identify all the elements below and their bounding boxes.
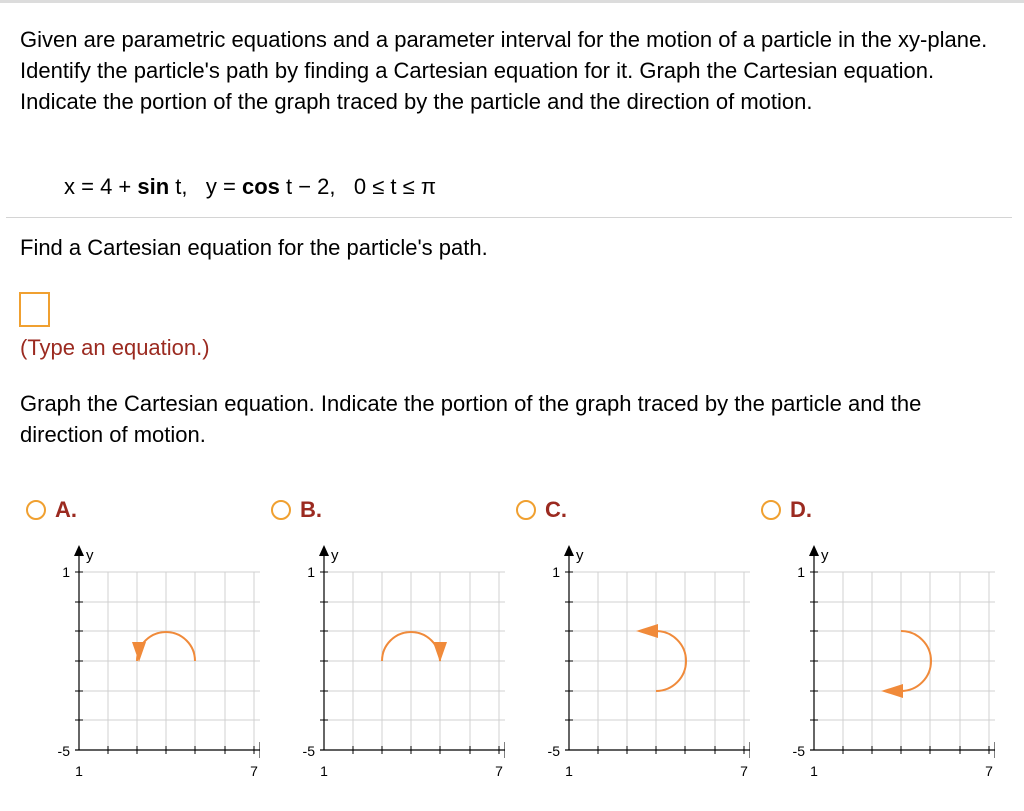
- choice-b-radio[interactable]: [271, 500, 291, 520]
- graph-b-ticks: [320, 572, 505, 758]
- part1-prompt: Find a Cartesian equation for the particle's path.: [20, 235, 488, 260]
- choice-c-radio[interactable]: [516, 500, 536, 520]
- graph-b-ytick-bottom: -5: [302, 743, 315, 759]
- graph-d-direction-arrow: [881, 684, 903, 698]
- graph-b: [295, 538, 505, 788]
- choice-d-label: D.: [790, 497, 812, 522]
- graph-b-xtick-left: 1: [320, 763, 328, 779]
- graph-d-xtick-right: 7: [985, 763, 993, 779]
- graph-a-direction-arrow: [132, 642, 146, 662]
- problem-statement: Given are parametric equations and a parameter interval for the motion of a particle in the xy-plane. Identify the particle's path by finding a Cartesian equation for it. Graph the Cartesian equation. Indicate the portion of the graph traced by the particle and the direction of motion.: [20, 27, 988, 114]
- choice-c-label: C.: [545, 497, 567, 522]
- graph-c-grid: [569, 572, 750, 750]
- x-equation-func: sin: [137, 174, 170, 199]
- choice-a-radio[interactable]: [26, 500, 46, 520]
- graph-d-y-axis-arrow: [809, 545, 819, 556]
- y-equation-rest: t − 2,: [279, 174, 336, 199]
- graph-d-ytick-bottom: -5: [792, 743, 805, 759]
- part2-prompt: Graph the Cartesian equation. Indicate the portion of the graph traced by the particle and the direction of motion.: [20, 391, 922, 447]
- x-equation-lhs: x = 4 +: [64, 174, 138, 199]
- graph-a-xtick-right: 7: [250, 763, 258, 779]
- parametric-equations: [64, 171, 436, 202]
- graph-a-ytick-top: 1: [62, 564, 70, 580]
- graph-a-ytick-bottom: -5: [57, 743, 70, 759]
- graph-c-y-label: y: [576, 547, 584, 564]
- graph-b-ytick-top: 1: [307, 564, 315, 580]
- graph-a-y-axis-arrow: [74, 545, 84, 556]
- graph-b-grid: [324, 572, 505, 750]
- graph-c: [540, 538, 750, 788]
- choice-a[interactable]: [26, 497, 77, 523]
- graph-a-y-label: y: [86, 547, 94, 564]
- graph-c-ytick-top: 1: [552, 564, 560, 580]
- equation-answer-input[interactable]: [19, 292, 50, 327]
- graph-a: [50, 538, 260, 788]
- y-equation-lhs: y =: [205, 174, 242, 199]
- choice-d[interactable]: [761, 497, 812, 523]
- graph-b-xtick-right: 7: [495, 763, 503, 779]
- choice-b[interactable]: [271, 497, 322, 523]
- graph-c-ytick-bottom: -5: [547, 743, 560, 759]
- graph-c-xtick-right: 7: [740, 763, 748, 779]
- graph-a-xtick-left: 1: [75, 763, 83, 779]
- graph-d-ytick-top: 1: [797, 564, 805, 580]
- graph-c-xtick-left: 1: [565, 763, 573, 779]
- choice-d-radio[interactable]: [761, 500, 781, 520]
- y-equation-func: cos: [241, 174, 280, 199]
- graph-a-grid: [79, 572, 260, 750]
- graph-d: [785, 538, 995, 788]
- choice-a-label: A.: [55, 497, 77, 522]
- graph-c-ticks: [565, 572, 750, 758]
- graph-d-grid: [814, 572, 995, 750]
- graph-b-y-axis-arrow: [319, 545, 329, 556]
- parameter-interval: 0 ≤ t ≤ π: [353, 174, 436, 199]
- answer-hint: (Type an equation.): [20, 335, 210, 360]
- x-equation-rest: t,: [169, 174, 188, 199]
- graph-a-ticks: [75, 572, 260, 758]
- choice-c[interactable]: [516, 497, 567, 523]
- graph-d-y-label: y: [821, 547, 829, 564]
- choice-b-label: B.: [300, 497, 322, 522]
- graph-b-y-label: y: [331, 547, 339, 564]
- graph-d-ticks: [810, 572, 995, 758]
- top-divider: [0, 0, 1024, 3]
- graph-c-direction-arrow: [636, 624, 658, 638]
- graph-c-y-axis-arrow: [564, 545, 574, 556]
- graph-d-xtick-left: 1: [810, 763, 818, 779]
- graph-b-direction-arrow: [433, 642, 447, 662]
- section-divider: [6, 217, 1012, 218]
